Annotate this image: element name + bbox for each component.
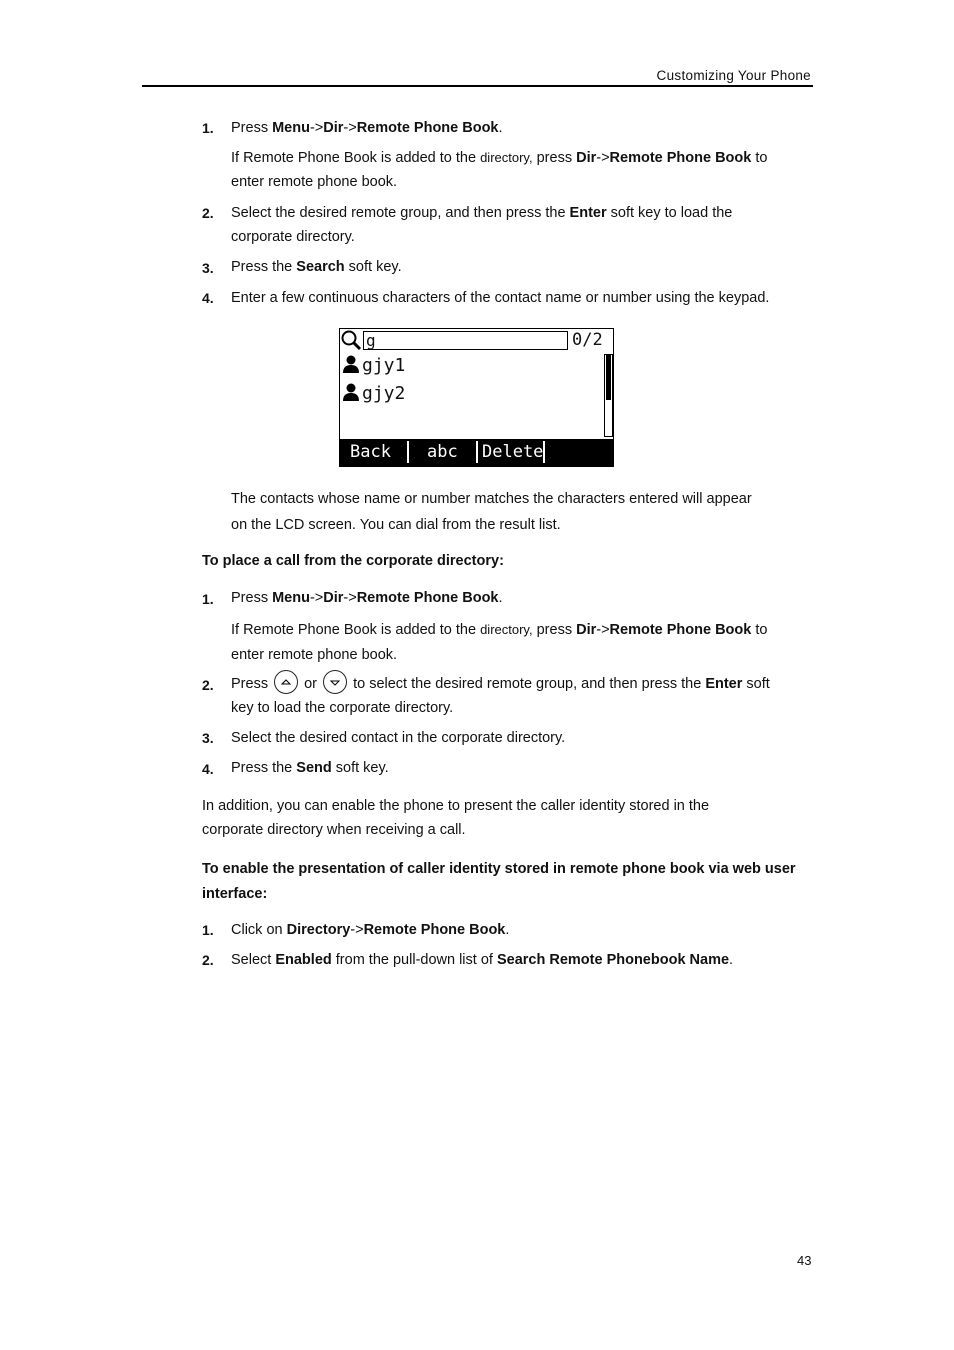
step-note: If Remote Phone Book is added to the directory, press Dir->Remote Phone Book to enter remote phone book.	[231, 150, 768, 190]
lcd-screenshot	[339, 328, 614, 467]
section-heading: To place a call from the corporate directory:	[202, 553, 504, 569]
step-number: 1.	[202, 120, 214, 136]
softkey-delete: Delete	[482, 442, 544, 462]
step-text: Press Menu->Dir->Remote Phone Book.	[231, 590, 503, 606]
step-note: If Remote Phone Book is added to the directory, press Dir->Remote Phone Book to enter remote phone book.	[231, 622, 768, 663]
step-number: 2.	[202, 205, 214, 221]
step-number: 2.	[202, 952, 214, 968]
step-text: Click on Directory->Remote Phone Book.	[231, 922, 510, 938]
search-icon	[341, 330, 363, 352]
step-text: Enter a few continuous characters of the contact name or number using the keypad.	[231, 290, 770, 306]
lcd-result-count: 0/2	[572, 330, 603, 350]
lcd-scrollbar	[604, 354, 613, 437]
softkey-abc: abc	[427, 442, 458, 462]
step-number: 3.	[202, 260, 214, 276]
body-paragraph: In addition, you can enable the phone to present the caller identity stored in the corporate directory when receiving a call.	[202, 798, 710, 838]
page-number: 43	[797, 1253, 812, 1268]
softkey-back: Back	[350, 442, 391, 462]
step-number: 4.	[202, 761, 214, 777]
result-paragraph: The contacts whose name or number matches the characters entered will appear on the LCD screen. You can dial from the result list.	[231, 491, 752, 533]
step-text: Select the desired contact in the corporate directory.	[231, 730, 566, 746]
contact-icon	[342, 355, 360, 373]
step-number: 2.	[202, 677, 214, 693]
contact-icon	[342, 383, 360, 401]
lcd-contact-name: gjy2	[362, 383, 406, 404]
lcd-contact-name: gjy1	[362, 355, 406, 376]
lcd-search-query: g	[366, 331, 376, 350]
step-text: Press or to select the desired remote group, and then press the Enter soft key to load the corporate directory.	[231, 672, 816, 720]
up-arrow-key-icon	[274, 670, 298, 694]
softkey-separator	[407, 441, 409, 463]
step-number: 3.	[202, 730, 214, 746]
lcd-contact-row	[342, 355, 405, 377]
lcd-search-field	[363, 331, 568, 350]
section-heading: To enable the presentation of caller identity stored in remote phone book via web user interface:	[202, 861, 796, 902]
step-number: 1.	[202, 591, 214, 607]
step-text: Press the Send soft key.	[231, 760, 389, 776]
step-text: Select the desired remote group, and then press the Enter soft key to load the corporate directory.	[231, 205, 733, 245]
running-header: Customizing Your Phone	[656, 68, 811, 83]
lcd-contact-row	[342, 383, 405, 405]
step-text: Select Enabled from the pull-down list of Search Remote Phonebook Name.	[231, 952, 734, 968]
lcd-softkey-bar	[340, 439, 613, 466]
softkey-separator	[543, 441, 545, 463]
header-rule	[142, 85, 813, 87]
step-number: 1.	[202, 922, 214, 938]
step-number: 4.	[202, 290, 214, 306]
step-text: Press Menu->Dir->Remote Phone Book.	[231, 120, 503, 136]
step-text: Press the Search soft key.	[231, 259, 402, 275]
lcd-scrollbar-thumb	[606, 355, 611, 400]
softkey-separator	[476, 441, 478, 463]
down-arrow-key-icon	[323, 670, 347, 694]
